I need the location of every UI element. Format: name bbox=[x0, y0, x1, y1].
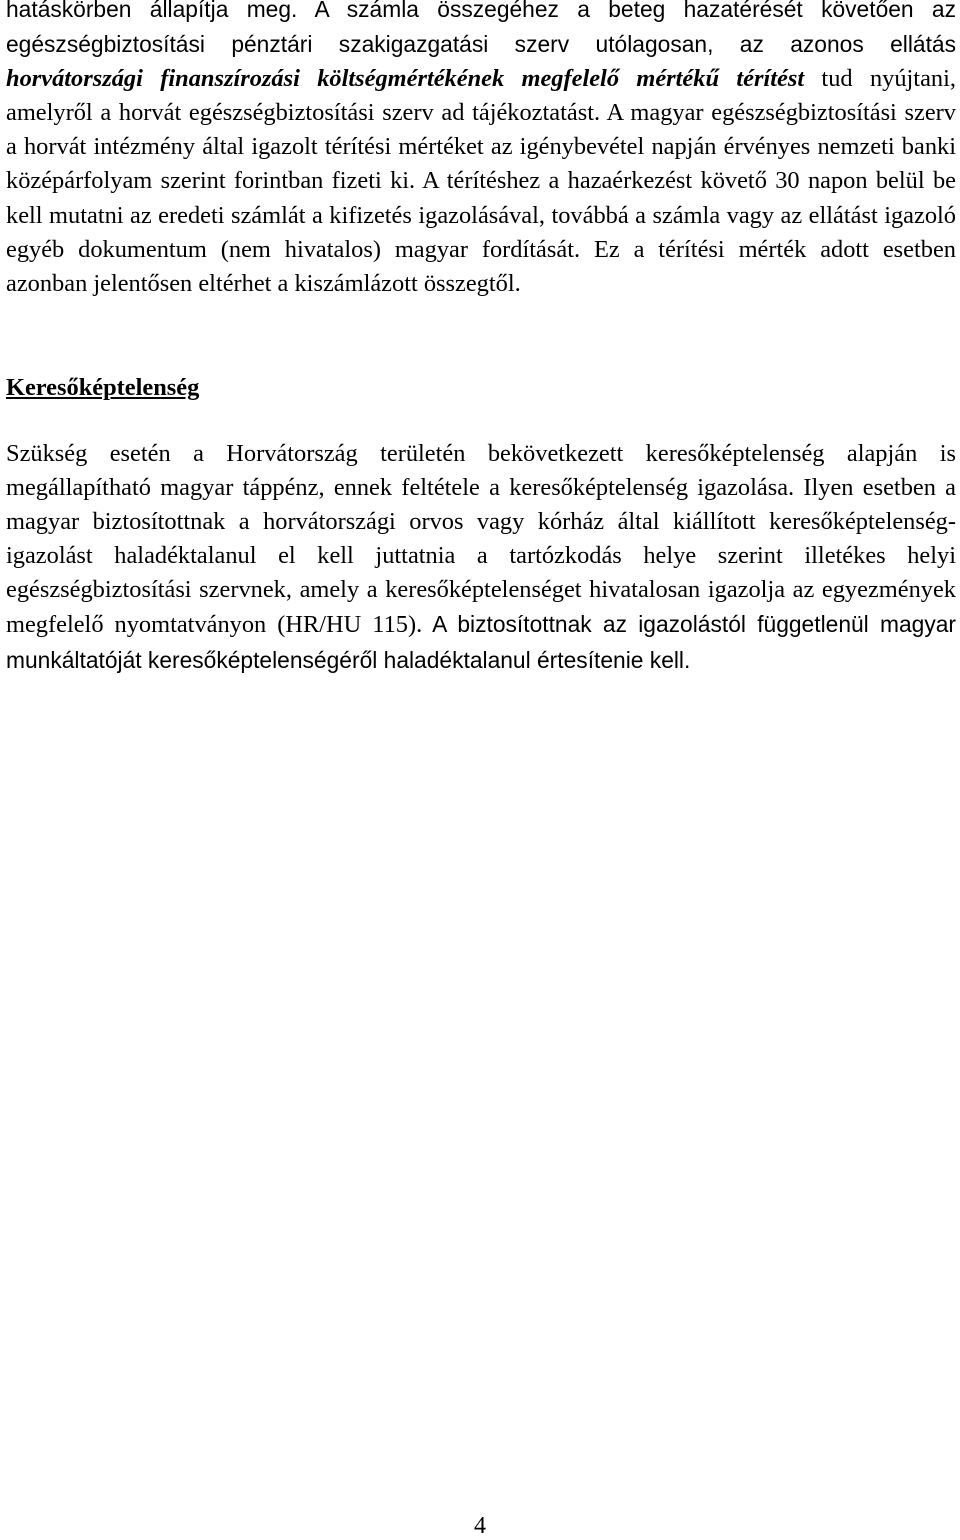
paragraph-reimbursement bbox=[6, 0, 956, 301]
paragraph-fragment-1: hatáskörben állapítja meg. bbox=[6, 0, 298, 22]
paragraph-fragment-6: A térítéshez a hazaérkezést követő 30 napon belül be kell mutatni az eredeti számlát a kifizetés igazolásával, továbbá a számla vagy az ellátást igazoló egyéb dokumentum (nem hivatalos) magyar fordítását. Ez a térítési mérték adott esetben azonban jelentősen eltérhet a kiszámlázott összegtől. bbox=[6, 167, 956, 297]
page-number: 4 bbox=[474, 1513, 486, 1539]
paragraph-fragment-2: A számla összegéhez a beteg hazatérését követően az egészségbiztosítási pénztári szakigazgatási szerv utólagosan, az azonos ellátás bbox=[6, 0, 957, 58]
paragraph-body: Szükség esetén a Horvátország területén bekövetkezett keresőképtelenség alapján is megállapítható magyar táppénz, ennek feltétele a keresőképtelenség igazolása. Ilyen esetben a magyar biztosítottnak a horvátországi orvos vagy kórház által kiállított keresőképtelenség-igazolást haladéktalanul el kell juttatnia a tartózkodás helye szerint illetékes helyi egészségbiztosítási szervnek, amely a keresőképtelenséget hivatalosan igazolja az egyezmények megfelelő nyomtatványon (HR/HU 115). bbox=[6, 440, 956, 639]
paragraph-body-tail: A biztosítottnak az igazolástól függetlenül magyar munkáltatóját keresőképtelenségéről haladéktalanul értesítenie kell. bbox=[6, 611, 956, 673]
paragraph-fragment-4: tud nyújtani, amelyről a horvát egészségbiztosítási szerv ad tájékoztatást. bbox=[6, 65, 956, 127]
paragraph-fragment-5: A magyar egészségbiztosítási szerv a horvát intézmény által igazolt térítési mértéket az igénybevétel napján érvényes nemzeti banki középárfolyam szerint forintban fizeti ki. bbox=[6, 99, 956, 195]
paragraph-incapacity bbox=[6, 437, 956, 678]
section-heading: Keresőképtelenség bbox=[6, 374, 200, 401]
paragraph-emphasis: horvátországi finanszírozási költségmértékének megfelelő mértékű térítést bbox=[6, 65, 805, 93]
